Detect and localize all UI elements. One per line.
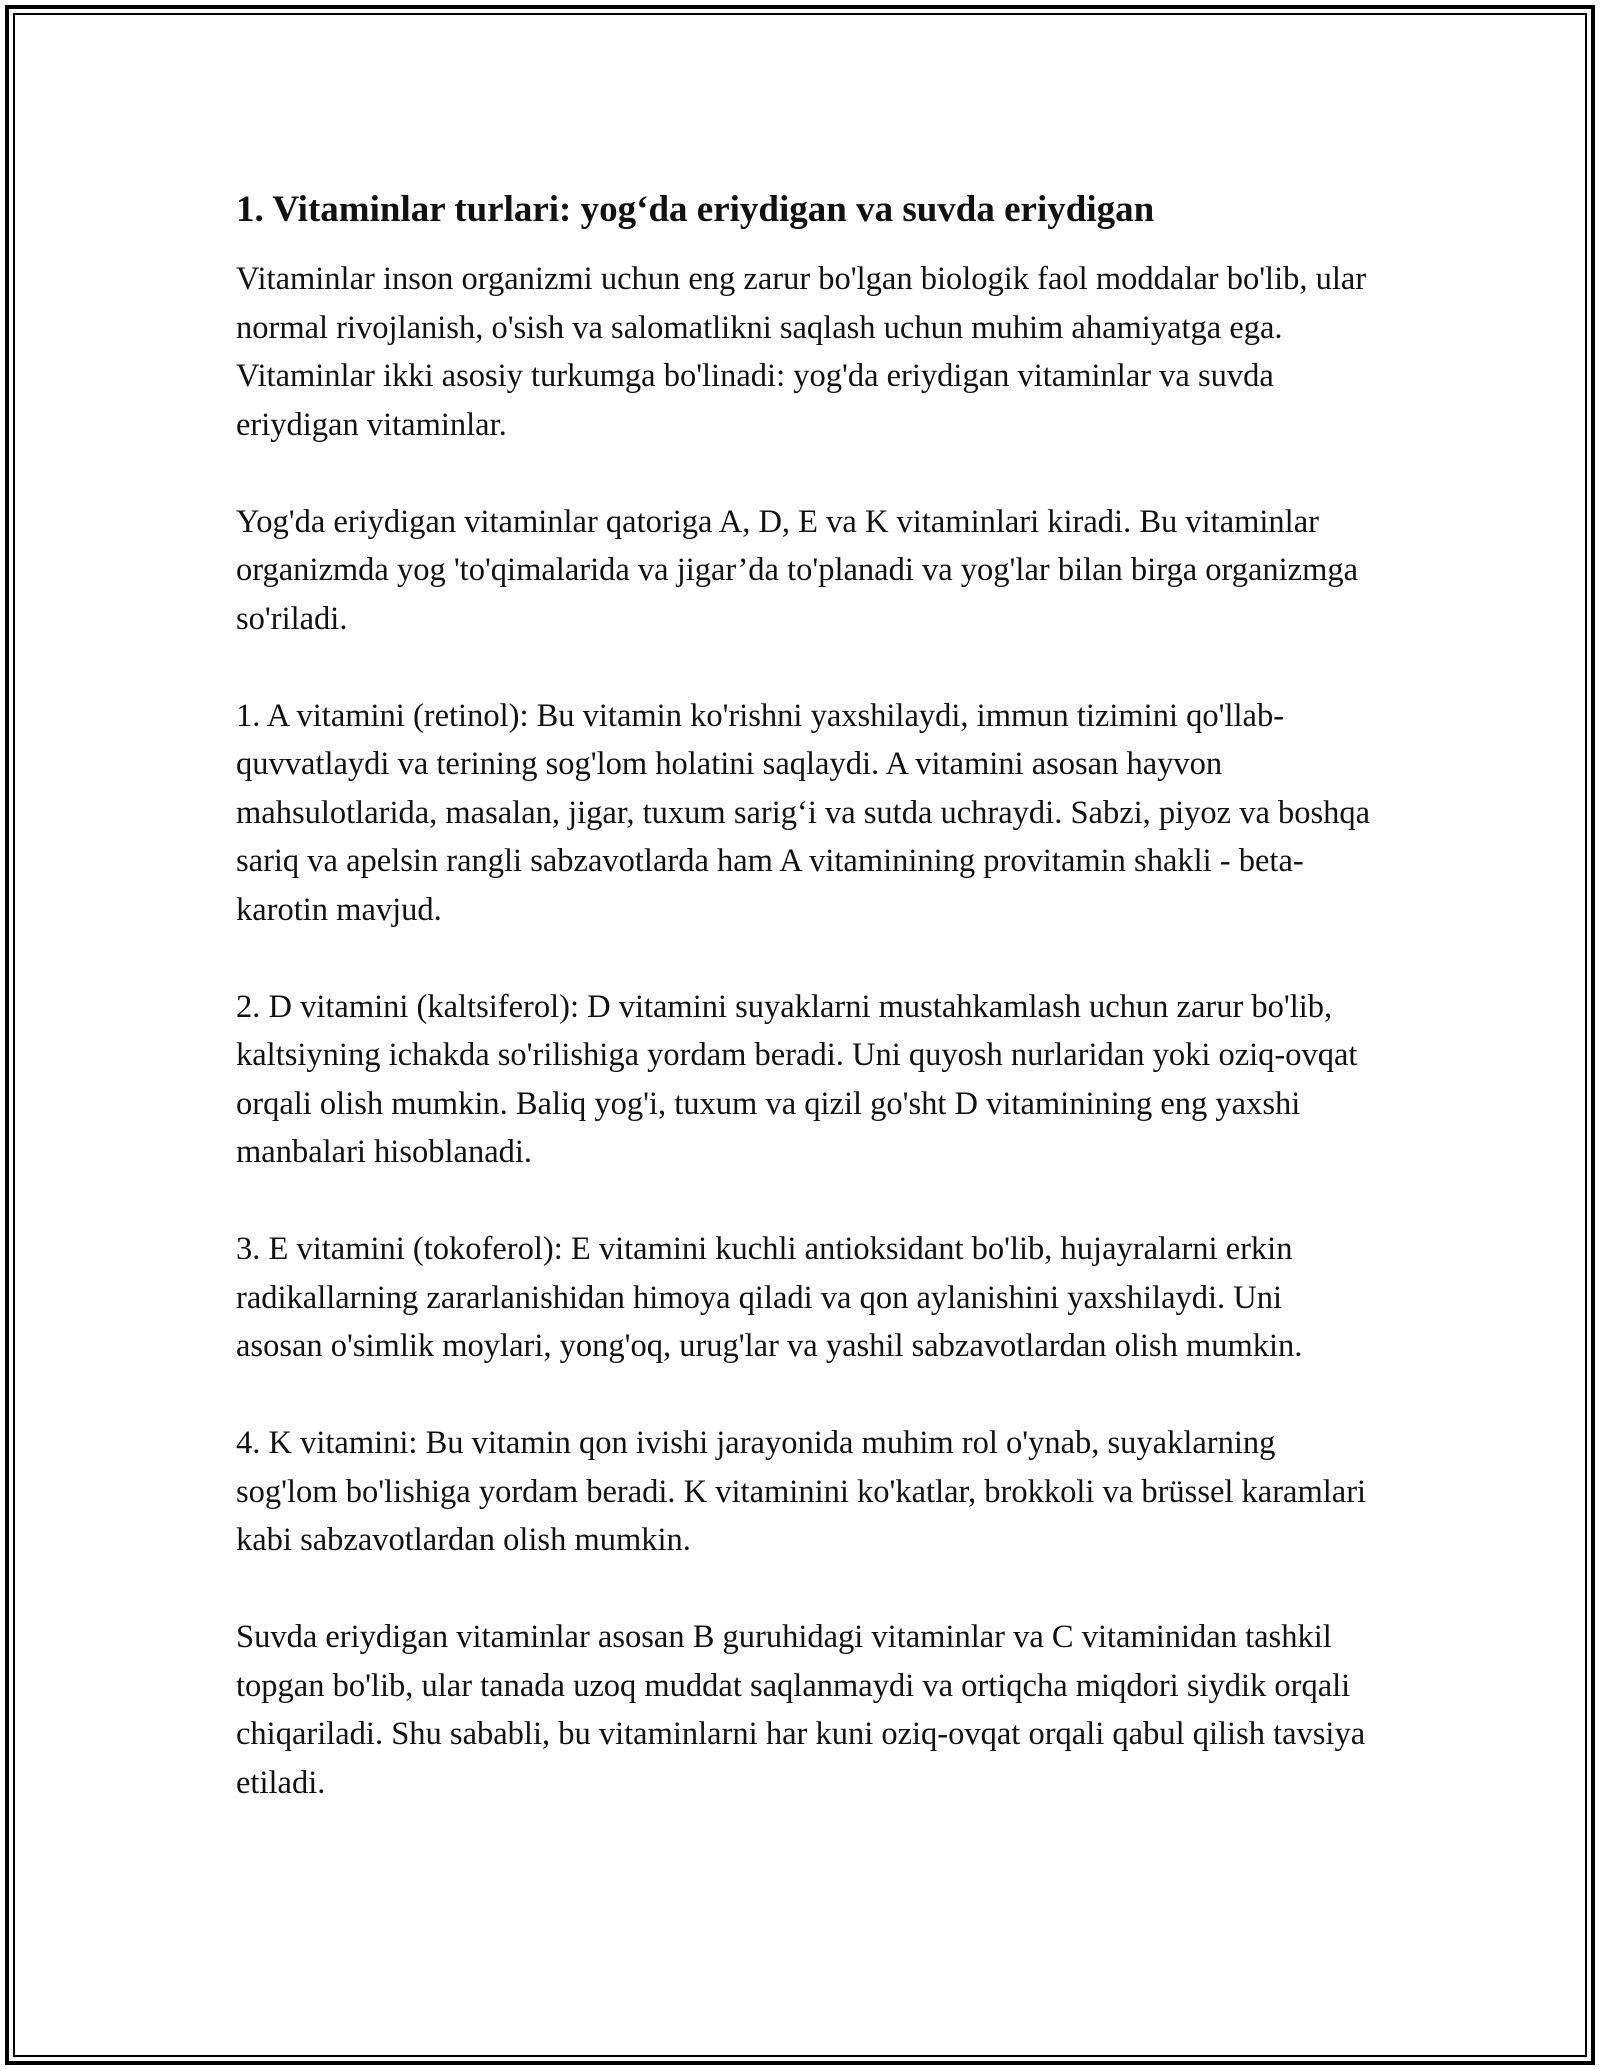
paragraph-vitamin-k: 4. K vitamini: Bu vitamin qon ivishi jarayonida muhim rol o'ynab, suyaklarning sog'lom bo'lishiga yordam beradi. K vitaminini ko'katlar, brokkoli va brüssel karamlari kabi sabzavotlardan olish mumkin. [236, 1425, 1367, 1558]
paragraph-vitamin-d: 2. D vitamini (kaltsiferol): D vitamini suyaklarni mustahkamlash uchun zarur bo'lib, kaltsiyning ichakda so'rilishiga yordam beradi. Uni quyosh nurlaridan yoki oziq-ovqat orqali olish mumkin. Baliq yog'i, tuxum va qizil go'sht D vitaminining eng yaxshi manbalari hisoblanadi. [236, 988, 1358, 1170]
paragraph-water-soluble: Suvda eriydigan vitaminlar asosan B guruhidagi vitaminlar va C vitaminidan tashkil topgan bo'lib, ular tanada uzoq muddat saqlanmaydi va ortiqcha miqdori siydik orqali chiqariladi. Shu sababli, bu vitaminlarni har kuni oziq-ovqat orqali qabul qilish tavsiya etiladi. [236, 1619, 1366, 1801]
paragraph-intro: Vitaminlar inson organizmi uchun eng zarur bo'lgan biologik faol moddalar bo'lib, ular normal rivojlanish, o'sish va salomatlikni saqlash uchun muhim ahamiyatga ega. Vitaminlar ikki asosiy turkumga bo'linadi: yog'da eriydigan vitaminlar va suvda eriydigan vitaminlar. [236, 261, 1367, 443]
document-body [236, 185, 1376, 1856]
paragraph-fat-soluble: Yog'da eriydigan vitaminlar qatoriga A, D, E va K vitaminlari kiradi. Bu vitaminlar organizmda yog 'to'qimalarida va jigar’da to'planadi va yog'lar bilan birga organizmga so'riladi. [236, 503, 1359, 637]
document-title: 1. Vitaminlar turlari: yog‘da eriydigan va suvda eriydigan [236, 189, 1155, 230]
paragraph-vitamin-a: 1. A vitamini (retinol): Bu vitamin ko'rishni yaxshilaydi, immun tizimini qo'llab-quvvatlaydi va terining sog'lom holatini saqlaydi. A vitamini asosan hayvon mahsulotlarida, masalan, jigar, tuxum sarig‘i va sutda uchraydi. Sabzi, piyoz va boshqa sariq va apelsin rangli sabzavotlarda ham A vitaminining provitamin shakli - beta-karotin mavjud. [236, 697, 1371, 928]
paragraph-vitamin-e: 3. E vitamini (tokoferol): E vitamini kuchli antioksidant bo'lib, hujayralarni erkin radikallarning zararlanishidan himoya qiladi va qon aylanishini yaxshilaydi. Uni asosan o'simlik moylari, yong'oq, urug'lar va yashil sabzavotlardan olish mumkin. [236, 1231, 1303, 1364]
